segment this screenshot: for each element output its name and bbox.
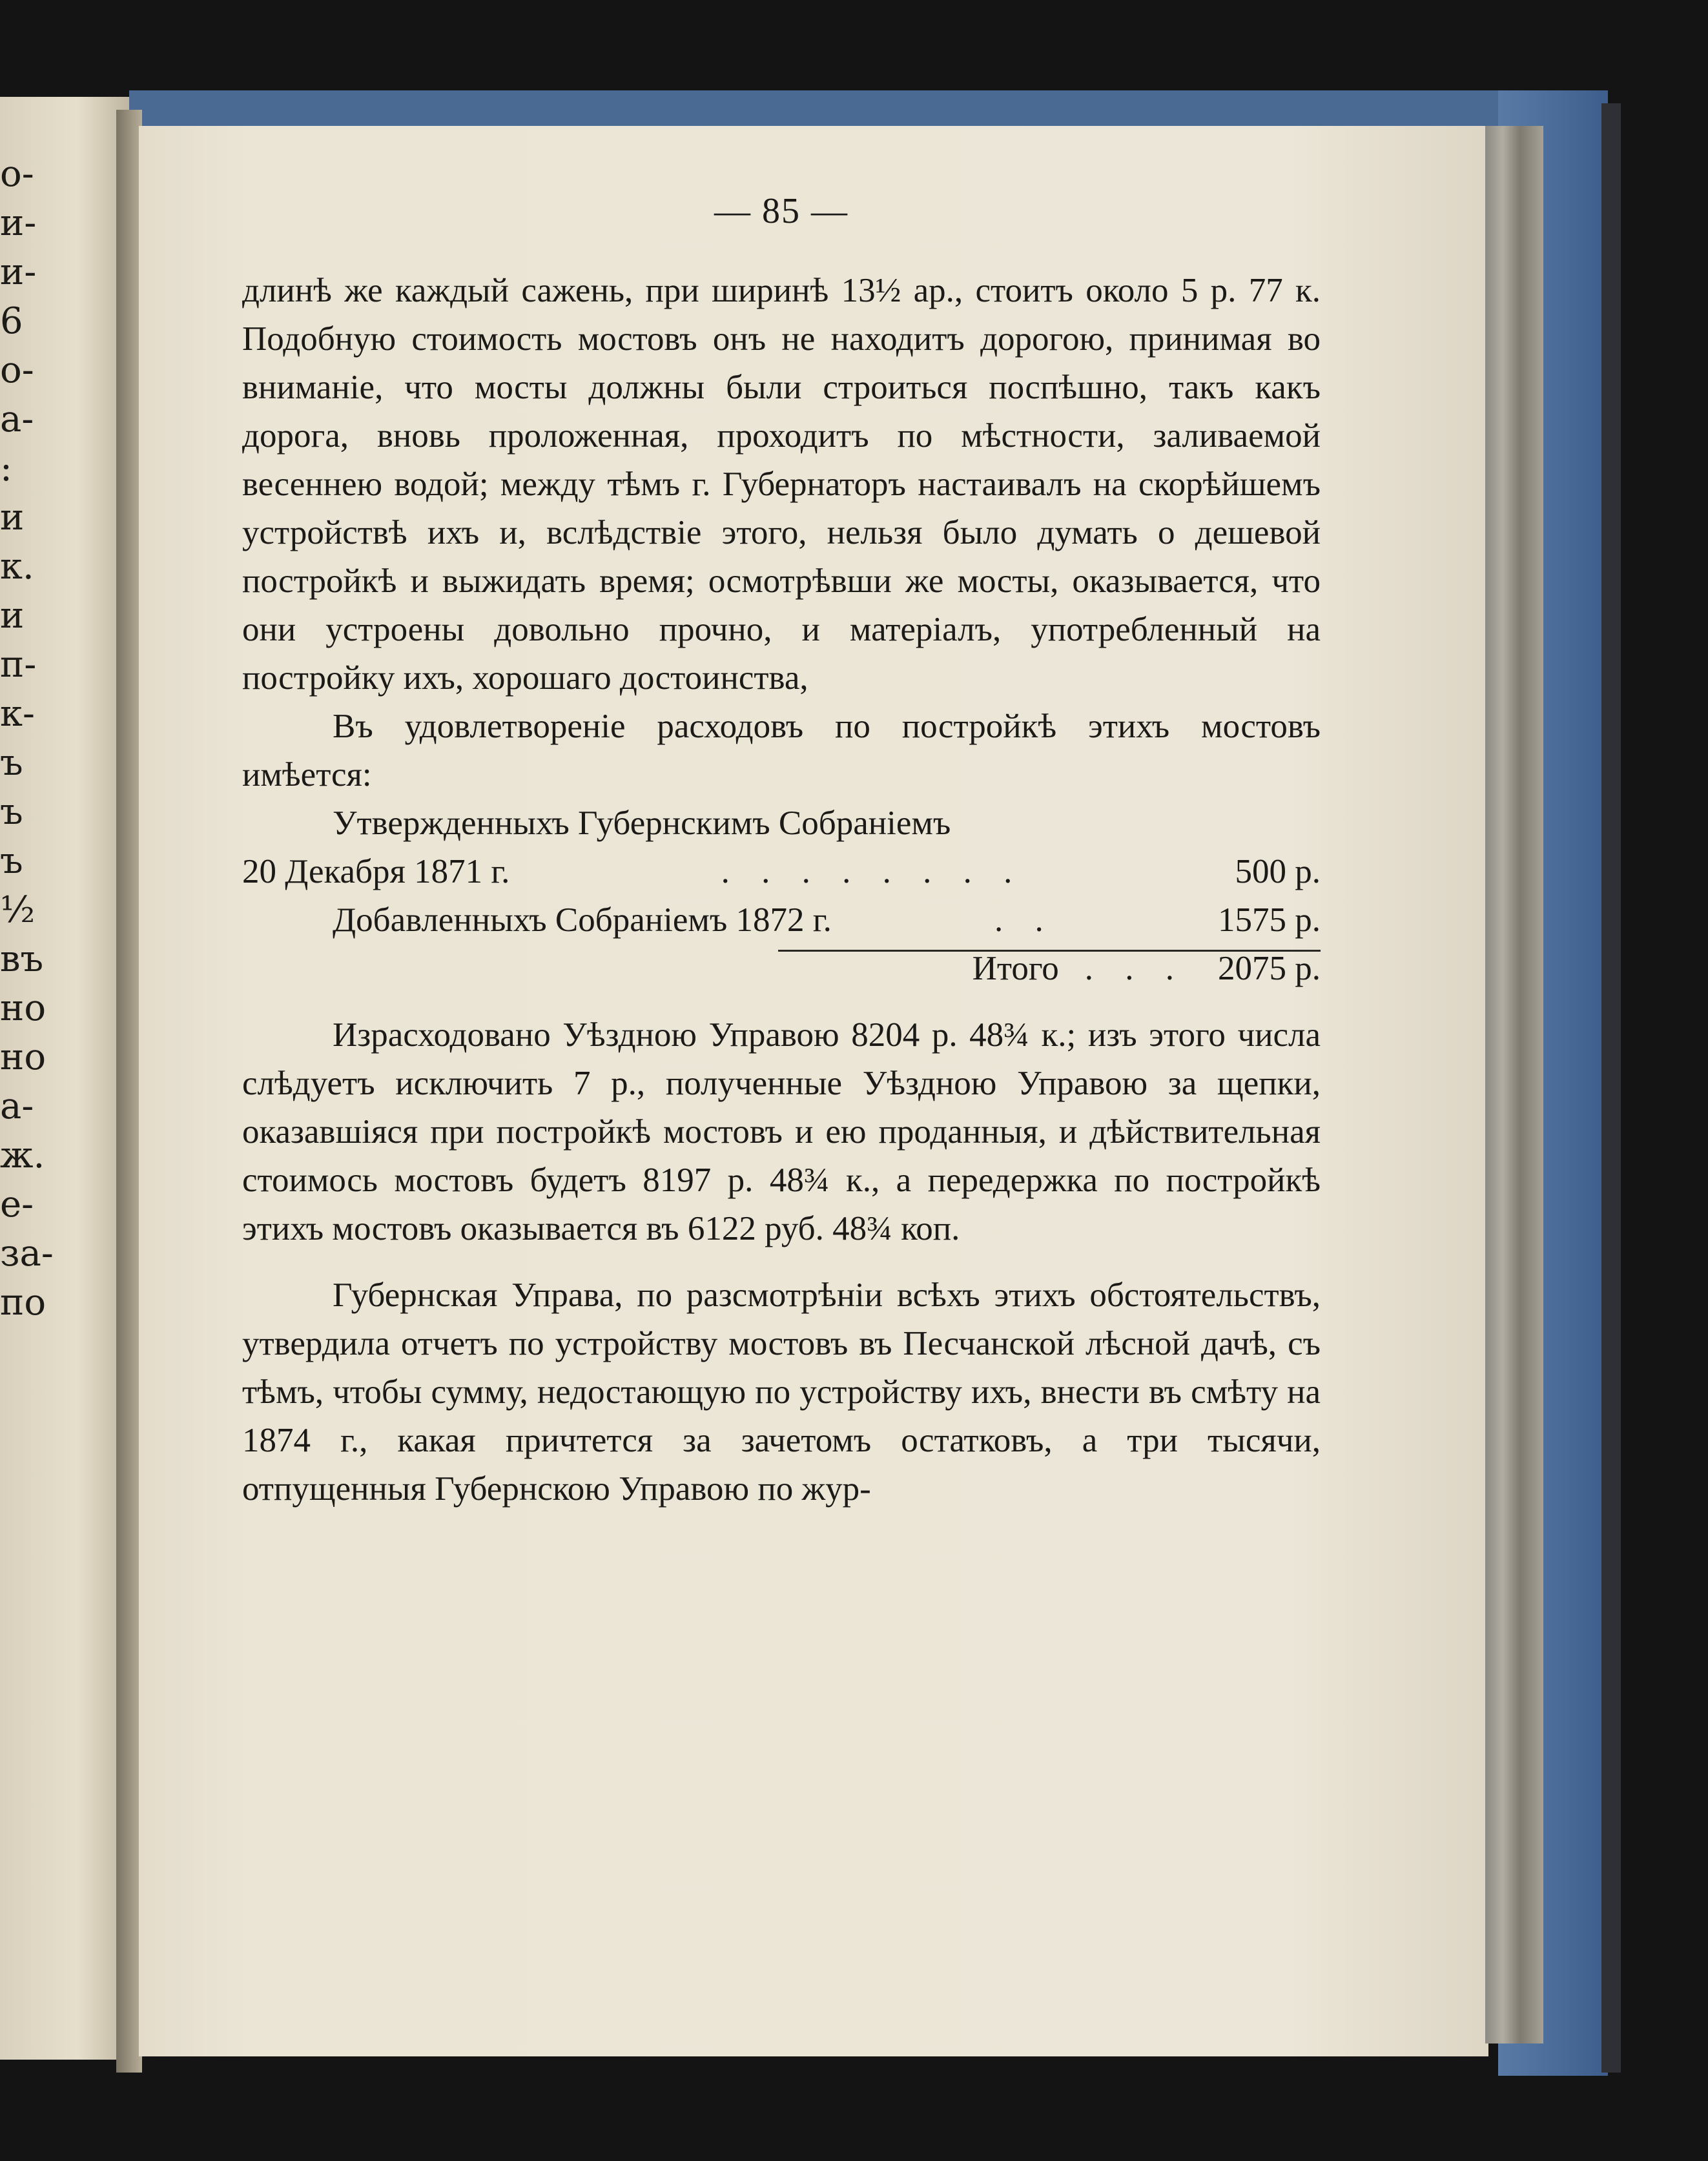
left-page-fragment: о- [0, 153, 34, 195]
left-page-fragment: ½ [0, 889, 36, 931]
left-page-fragment: и- [0, 202, 37, 244]
left-page-fragment: ъ [0, 840, 23, 882]
total-label: Итого [972, 950, 1059, 987]
page-stack-edge [1485, 126, 1543, 2043]
left-page-fragment: ж. [0, 1134, 45, 1176]
left-page-fragment: п- [0, 644, 37, 686]
approved-line1: Утвержденныхъ Губернскимъ Собраніемъ [333, 804, 951, 842]
total-line [242, 945, 1321, 993]
left-page-fragment: о- [0, 349, 34, 391]
paragraph-expenses-intro: Въ удовлетвореніе расходовъ по постройкѣ этихъ мостовъ имѣется: [242, 708, 1321, 794]
left-page-fragment: к- [0, 693, 35, 735]
paragraph-spent: Израсходовано Уѣздною Управою 8204 р. 48¾ к.; изъ этого числа слѣдуетъ исключить 7 р., полученные Уѣздною Управою за щепки, оказавшіяся при постройкѣ мостовъ и ею проданныя, и дѣйствительная стоимось мостовъ будетъ 8197 р. 48¾ к., а передержка по постройкѣ этихъ мостовъ оказывается въ 6122 руб. 48¾ коп. [242, 1016, 1321, 1247]
total-rule [778, 950, 1321, 952]
left-page-fragment: ъ [0, 791, 23, 833]
approved-dots: . . . . . . . . [721, 853, 1024, 890]
paragraph-gubernia-board: Губернская Управа, по разсмотрѣніи всѣхъ этихъ обстоятельствъ, утвердила отчетъ по устройству мостовъ въ Песчанской лѣсной дачѣ, съ тѣмъ, чтобы сумму, недостающую по устройству ихъ, внести въ смѣту на 1874 г., какая причтется за зачетомъ остатковъ, а три тысячи, отпущенныя Губернскою Управою по жур- [242, 1276, 1321, 1508]
left-page-fragment: и- [0, 251, 37, 293]
left-page-fragment: а- [0, 398, 34, 440]
left-page-fragment: ъ [0, 742, 23, 784]
left-page-fragment: 6 [0, 300, 23, 342]
left-page-fragment: : [0, 447, 12, 489]
book-top-edge [129, 90, 1601, 129]
paragraph-bridges-cost: длинѣ же каждый сажень, при ширинѣ 13½ ар., стоитъ около 5 р. 77 к. Подобную стоимость мостовъ онъ не находитъ дорогою, принимая во вниманіе, что мосты должны были строиться поспѣшно, такъ какъ дорога, вновь проложенная, проходитъ по мѣстности, заливаемой весеннею водой; между тѣмъ г. Губернаторъ настаивалъ на скорѣйшемъ устройствѣ ихъ и, вслѣдствіе этого, нельзя было думать о дешевой постройкѣ и выжидать время; осмотрѣвши же мосты, оказывается, что они устроены довольно прочно, и матеріалъ, употребленный на постройку ихъ, хорошаго достоинства, [242, 272, 1321, 697]
left-page-fragment: но [0, 1036, 46, 1078]
left-page-fragment: и [0, 595, 25, 637]
left-page-fragment: по [0, 1282, 46, 1324]
page-content [242, 187, 1321, 1513]
left-page-fragment: но [0, 987, 46, 1029]
approved-amount: 500 р. [1235, 853, 1321, 890]
approved-line2 [242, 848, 1321, 896]
added-dots: . . [994, 901, 1055, 939]
page-number: — 85 — [714, 191, 849, 231]
left-page-fragment: въ [0, 938, 44, 980]
left-page-fragment: а- [0, 1085, 34, 1127]
approved-date: 20 Декабря 1871 г. [242, 853, 510, 890]
left-page-fragment: за- [0, 1233, 54, 1275]
left-page-fragment: е- [0, 1183, 34, 1225]
cover-spine-strip [1601, 103, 1621, 2073]
book-gutter [116, 110, 142, 2073]
total-amount: 2075 р. [1218, 950, 1321, 987]
added-line [242, 896, 1321, 945]
added-label: Добавленныхъ Собраніемъ 1872 г. [333, 901, 832, 939]
left-page-fragment: и [0, 497, 25, 538]
added-amount: 1575 р. [1218, 901, 1321, 939]
left-page [0, 97, 129, 2060]
total-dots: . . . [1084, 950, 1186, 987]
left-page-fragment: к. [0, 546, 34, 588]
